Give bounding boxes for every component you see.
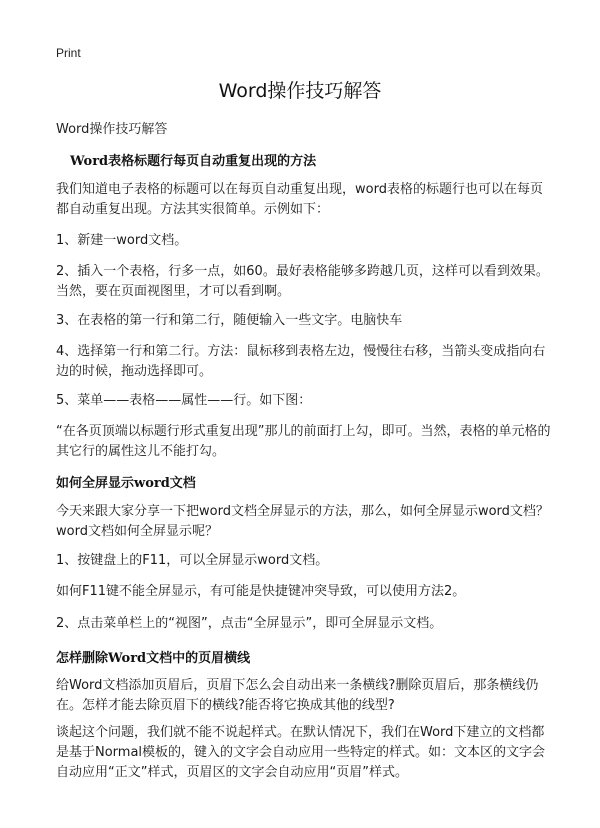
paragraph: 谈起这个问题，我们就不能不说起样式。在默认情况下，我们在Word下建立的文档都是基于Normal模板的，键入的文字会自动应用一些特定的样式。如：文本区的文字会自动应用“正文”样式，页眉区的文字会自动应用“页眉”样式。 <box>56 725 546 780</box>
paragraph: 我们知道电子表格的标题可以在每页自动重复出现，word表格的标题行也可以在每页都自动重复出现。方法其实很简单。示例如下： <box>56 182 543 217</box>
paragraph: 2、插入一个表格，行多一点，如60。最好表格能够多跨越几页，这样可以看到效果。当然，要在页面视图里，才可以看到啊。 <box>56 264 549 299</box>
document-title: Word操作技巧解答 <box>218 80 382 102</box>
section-heading-fullscreen: 如何全屏显示word文档 <box>56 476 196 491</box>
paragraph: 5、菜单——表格——属性——行。如下图： <box>56 393 312 408</box>
paragraph: 给Word文档添加页眉后，页眉下怎么会自动出来一条横线?删除页眉后，那条横线仍在。怎样才能去除页眉下的横线?能否将它换成其他的线型? <box>56 678 539 713</box>
paragraph: 3、在表格的第一行和第二行，随便输入一些文字。电脑快车 <box>56 313 403 328</box>
section-heading-header-line: 怎样删除Word文档中的页眉横线 <box>56 651 251 666</box>
paragraph: 4、选择第一行和第二行。方法：鼠标移到表格左边，慢慢往右移，当箭头变成指向右边的时候，拖动选择即可。 <box>56 344 546 379</box>
paragraph: 2、点击菜单栏上的“视图”，点击“全屏显示”，即可全屏显示文档。 <box>56 616 443 631</box>
paragraph: 1、按键盘上的F11，可以全屏显示word文档。 <box>56 553 329 568</box>
section-heading-table-title: Word表格标题行每页自动重复出现的方法 <box>70 154 317 169</box>
paragraph: 如何F11键不能全屏显示，有可能是快捷键冲突导致，可以使用方法2。 <box>56 584 466 599</box>
print-label: Print <box>56 46 81 60</box>
document-subtitle: Word操作技巧解答 <box>56 122 168 137</box>
paragraph: 今天来跟大家分享一下把word文档全屏显示的方法，那么，如何全屏显示word文档？word文档如何全屏显示呢？ <box>56 504 549 539</box>
paragraph: “在各页顶端以标题行形式重复出现”那儿的前面打上勾，即可。当然，表格的单元格的其它行的属性这儿不能打勾。 <box>56 424 551 459</box>
paragraph: 1、新建一word文档。 <box>56 233 188 248</box>
